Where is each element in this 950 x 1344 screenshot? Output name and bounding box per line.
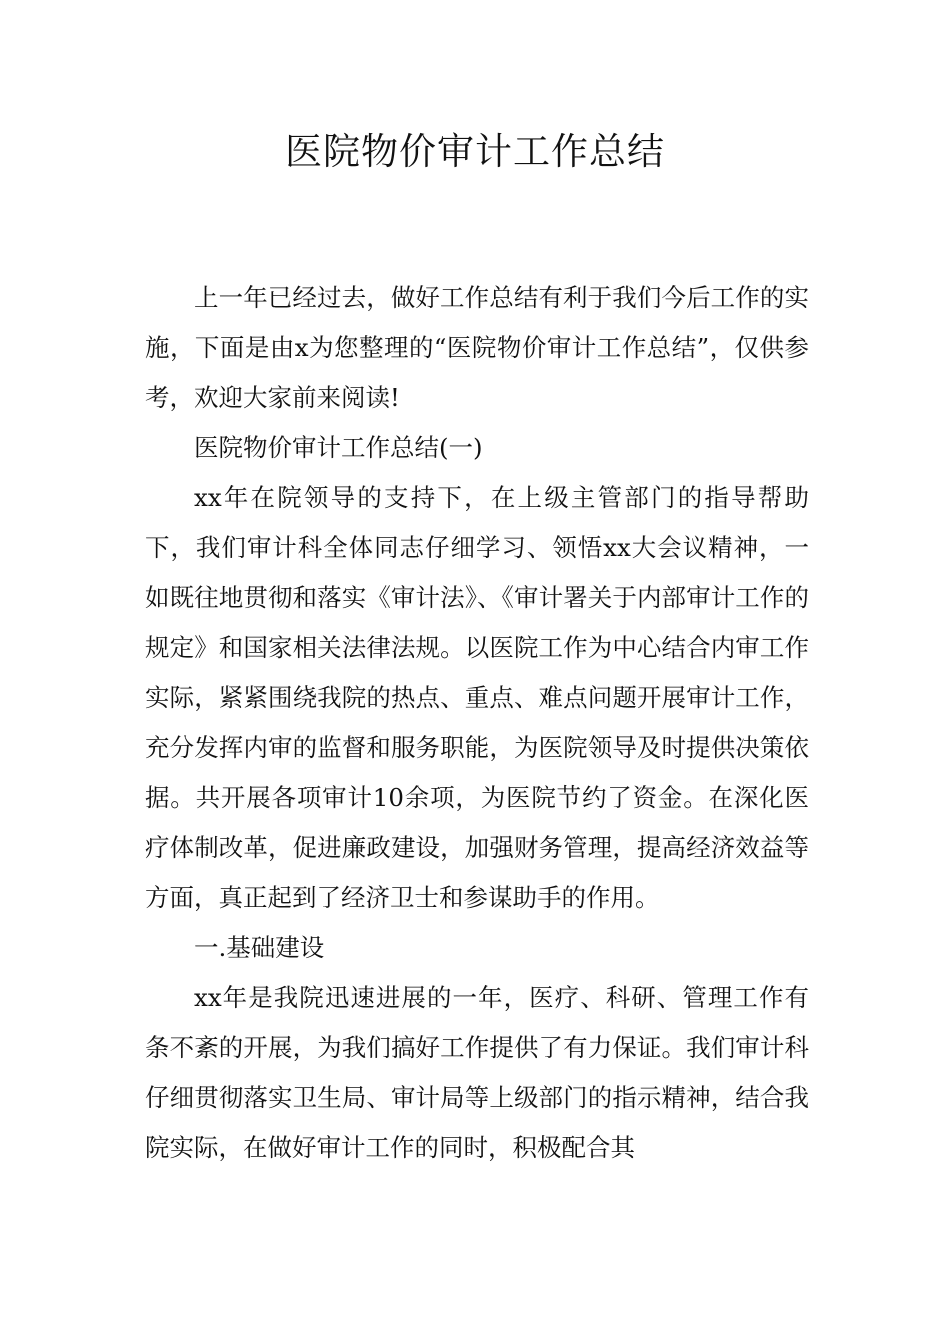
intro-paragraph: 上一年已经过去，做好工作总结有利于我们今后工作的实施，下面是由x为您整理的“医院物价审计工作总结”，仅供参考，欢迎大家前来阅读!: [145, 283, 809, 412]
body-paragraph: xx年是我院迅速进展的一年，医疗、科研、管理工作有条不紊的开展，为我们搞好工作提供了有力保证。我们审计科仔细贯彻落实卫生局、审计局等上级部门的指示精神，结合我院实际，在做好审计工作的同时，积极配合其: [145, 983, 809, 1162]
document-body: [145, 273, 809, 1173]
section-heading-basic-construction: 一.基础建设: [194, 933, 325, 962]
section-heading-part-one: 医院物价审计工作总结(一): [194, 433, 483, 462]
body-paragraph: xx年在院领导的支持下，在上级主管部门的指导帮助下，我们审计科全体同志仔细学习、领悟xx大会议精神，一如既往地贯彻和落实《审计法》、《审计署关于内部审计工作的规定》和国家相关法律法规。以医院工作为中心结合内审工作实际，紧紧围绕我院的热点、重点、难点问题开展审计工作，充分发挥内审的监督和服务职能，为医院领导及时提供决策依据。共开展各项审计10余项，为医院节约了资金。在深化医疗体制改革，促进廉政建设，加强财务管理，提高经济效益等方面，真正起到了经济卫士和参谋助手的作用。: [145, 483, 809, 912]
document-title: 医院物价审计工作总结: [285, 130, 665, 173]
